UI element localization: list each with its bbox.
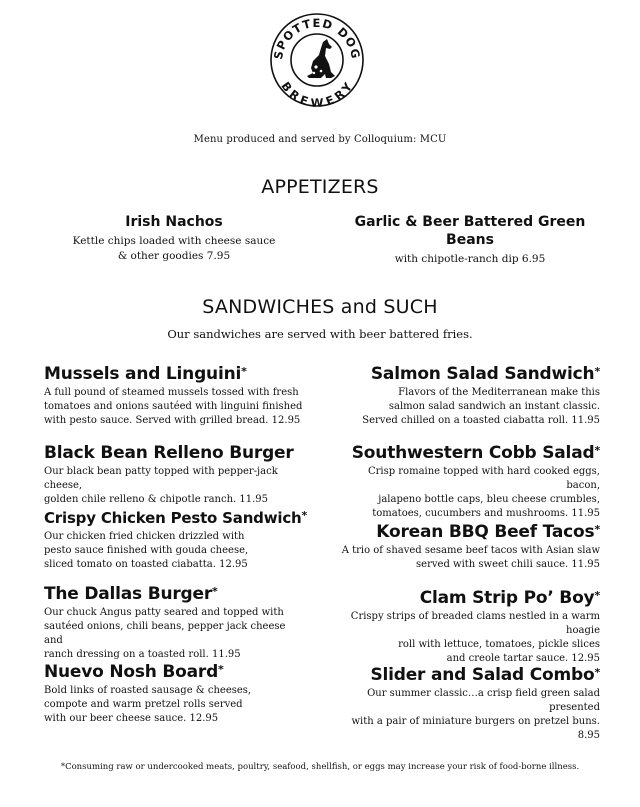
spotted-dog-logo [269, 12, 365, 108]
desc-line: compote and warm pretzel rolls served [44, 699, 243, 710]
desc-line: and creole tartar sauce. 12.95 [446, 653, 600, 664]
desc-line: Kettle chips loaded with cheese sauce [72, 235, 276, 247]
menu-item-description [44, 465, 306, 507]
sandwiches-note: Our sandwiches are served with beer battered fries. [167, 327, 473, 341]
logo-bottom-text: BREWERY [278, 79, 356, 108]
title-text: Salmon Salad Sandwich [370, 364, 595, 384]
desc-line: sliced tomato on toasted ciabatta. 12.95 [44, 559, 248, 570]
asterisk-mark: * [241, 365, 247, 378]
produced-by-text: Menu produced and served by Colloquium: MCU [193, 134, 447, 145]
desc-line: Our black bean patty topped with pepper-jack cheese, [44, 466, 278, 491]
title-text: Nuevo Nosh Board [44, 662, 219, 682]
asterisk-mark: * [218, 663, 224, 676]
menu-item-korean-bbq-beef-tacos [338, 522, 600, 572]
menu-item-description [44, 530, 306, 572]
menu-item-title [44, 662, 306, 682]
menu-item-salmon-salad-sandwich [338, 364, 600, 428]
desc-line: Our summer classic…a crisp field green salad presented [367, 688, 600, 713]
menu-item-description [338, 465, 600, 521]
menu-item-description [44, 386, 306, 428]
desc-line: with chipotle-ranch dip 6.95 [394, 253, 546, 265]
desc-line: Flavors of the Mediterranean make this [398, 387, 600, 398]
desc-line: Our chuck Angus patty seared and topped with [44, 607, 284, 618]
menu-item-crispy-chicken-pesto [44, 508, 306, 572]
appetizer-description [340, 252, 600, 267]
appetizer-description [44, 234, 304, 264]
title-text: Southwestern Cobb Salad [351, 443, 595, 463]
title-text: Slider and Salad Combo [370, 665, 595, 685]
desc-line: golden chile relleno & chipotle ranch. 11.95 [44, 494, 269, 505]
logo-top-text: SPOTTED DOG [270, 16, 364, 61]
sandwiches-heading: SANDWICHES and SUCH [202, 296, 438, 318]
menu-item-title [44, 364, 306, 384]
menu-item-nuevo-nosh-board [44, 662, 306, 726]
desc-line: A trio of shaved sesame beef tacos with Asian slaw [341, 545, 600, 556]
menu-item-title [338, 443, 600, 463]
asterisk-mark: * [212, 585, 218, 598]
desc-line: roll with lettuce, tomatoes, pickle slices [398, 639, 600, 650]
menu-item-black-bean-burger [44, 443, 306, 507]
desc-line: Crispy strips of breaded clams nestled in a warm hoagie [350, 611, 600, 636]
menu-item-title [44, 584, 306, 604]
desc-line: A full pound of steamed mussels tossed with fresh [44, 387, 299, 398]
desc-line: pesto sauce finished with gouda cheese, [44, 545, 249, 556]
menu-item-description [338, 544, 600, 572]
allergen-footnote: *Consuming raw or undercooked meats, poultry, seafood, shellfish, or eggs may increase your risk of food-borne illness. [60, 762, 580, 772]
desc-line: Served chilled on a toasted ciabatta roll. 11.95 [362, 415, 600, 426]
menu-item-clam-strip-po-boy [338, 588, 600, 666]
menu-item-title [338, 522, 600, 542]
asterisk-mark: * [594, 589, 600, 602]
desc-line: with a pair of miniature burgers on pretzel buns. 8.95 [351, 716, 600, 741]
desc-line: Crisp romaine topped with hard cooked eggs, bacon, [367, 466, 600, 491]
appetizer-irish-nachos [44, 213, 304, 264]
menu-item-description [44, 606, 306, 662]
title-text: Mussels and Linguini [44, 364, 242, 384]
appetizers-heading: APPETIZERS [261, 176, 379, 198]
desc-line: & other goodies 7.95 [117, 250, 231, 262]
desc-line: jalapeno bottle caps, bleu cheese crumbles, [378, 494, 600, 505]
desc-line: with our beer cheese sauce. 12.95 [44, 713, 219, 724]
asterisk-mark: * [594, 444, 600, 457]
title-text: Clam Strip Po’ Boy [419, 588, 595, 608]
menu-item-slider-salad-combo [338, 665, 600, 743]
menu-item-title [338, 665, 600, 685]
desc-line: ranch dressing on a toasted roll. 11.95 [44, 649, 241, 660]
asterisk-mark: * [594, 666, 600, 679]
svg-text:SPOTTED DOG [271, 16, 363, 61]
svg-text:BREWERY [278, 79, 355, 108]
appetizer-title: Garlic & Beer Battered Green Beans [354, 214, 586, 248]
menu-item-description [44, 684, 306, 726]
asterisk-mark: * [594, 365, 600, 378]
desc-line: tomatoes, cucumbers and mushrooms. 11.95 [372, 508, 600, 519]
desc-line: salmon salad sandwich an instant classic. [388, 401, 600, 412]
menu-item-dallas-burger [44, 584, 306, 662]
desc-line: tomatoes and onions sautéed with linguini finished [44, 401, 303, 412]
desc-line: Bold links of roasted sausage & cheeses, [44, 685, 252, 696]
desc-line: with pesto sauce. Served with grilled bread. 12.95 [44, 415, 301, 426]
menu-item-description [338, 386, 600, 428]
title-text: Korean BBQ Beef Tacos [376, 522, 595, 542]
asterisk-mark: * [301, 509, 308, 522]
asterisk-mark: * [594, 523, 600, 536]
title-text: Crispy Chicken Pesto Sandwich [44, 509, 302, 527]
menu-item-description [338, 610, 600, 666]
menu-item-mussels-linguini [44, 364, 306, 428]
menu-item-southwestern-cobb-salad [338, 443, 600, 521]
desc-line: Our chicken fried chicken drizzled with [44, 531, 245, 542]
desc-line: served with sweet chili sauce. 11.95 [416, 559, 600, 570]
dog-logo-icon [269, 12, 365, 108]
appetizer-title: Irish Nachos [125, 214, 223, 230]
title-text: The Dallas Burger [44, 584, 213, 604]
menu-item-title [338, 588, 600, 608]
menu-item-title [44, 443, 306, 463]
menu-item-title [338, 364, 600, 384]
appetizer-green-beans [340, 213, 600, 267]
desc-line: sautéed onions, chili beans, pepper jack cheese and [44, 621, 286, 646]
title-text: Black Bean Relleno Burger [44, 443, 294, 463]
menu-item-title [44, 508, 306, 528]
menu-item-description [338, 687, 600, 743]
